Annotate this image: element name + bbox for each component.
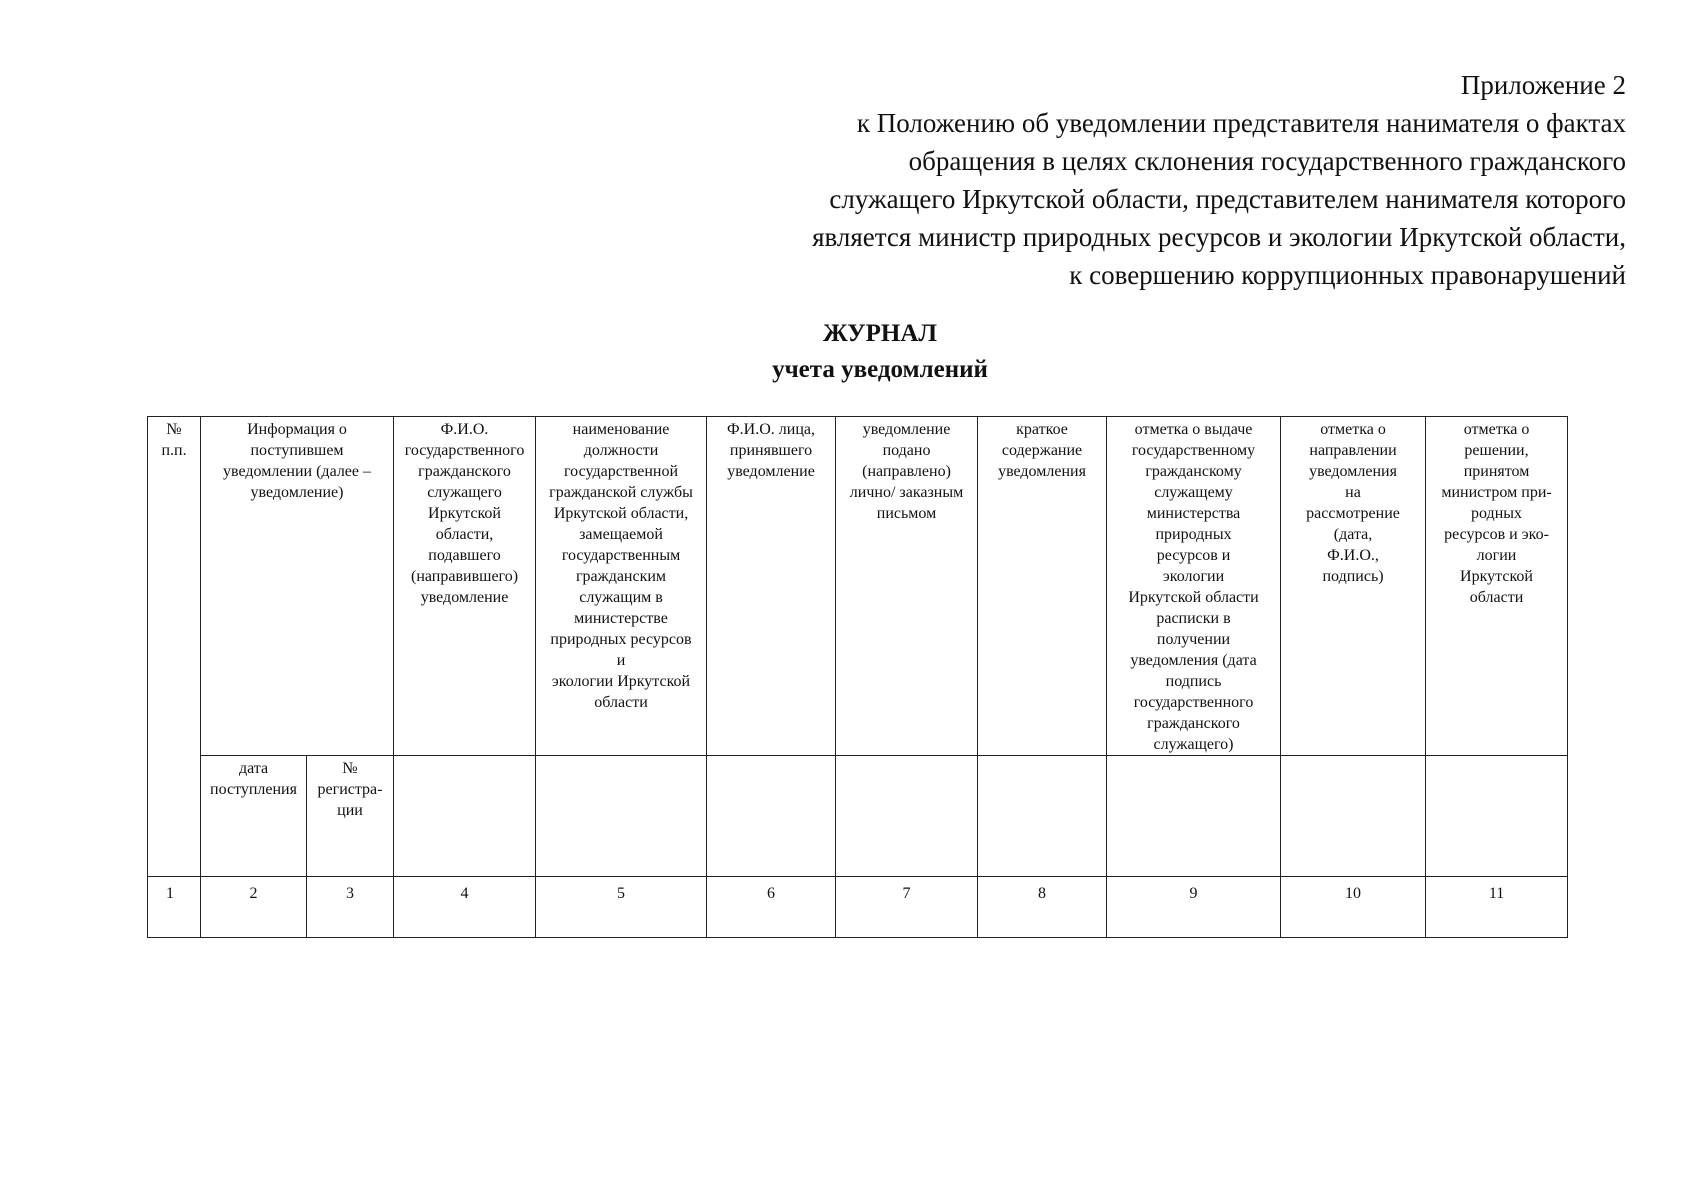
table-subheader-row <box>148 756 1568 877</box>
column-number-cell: 7 <box>836 877 978 938</box>
document-subtitle: учета уведомлений <box>772 356 988 383</box>
appendix-header <box>726 66 1626 294</box>
column-number-cell: 10 <box>1281 877 1426 938</box>
subheader-cell-date: дата поступления <box>201 756 307 877</box>
empty-cell <box>836 756 978 877</box>
header-cell-number: № п.п. <box>148 417 201 877</box>
appendix-line: Приложение 2 <box>1460 70 1626 100</box>
document-title: ЖУРНАЛ <box>822 320 938 347</box>
column-number-cell: 9 <box>1107 877 1281 938</box>
column-number-cell: 11 <box>1426 877 1568 938</box>
header-cell-fio-receiver: Ф.И.О. лица, принявшего уведомление <box>707 417 836 756</box>
empty-cell <box>707 756 836 877</box>
header-cell-referral-mark: отметка о направлении уведомления на рассмотрение (дата, Ф.И.О., подпись) <box>1281 417 1426 756</box>
header-cell-summary: краткое содержание уведомления <box>978 417 1107 756</box>
empty-cell <box>978 756 1107 877</box>
header-cell-fio-employee: Ф.И.О. государственного гражданского служащего Иркутской области, подавшего (направившего) уведомление <box>394 417 536 756</box>
column-number-cell: 8 <box>978 877 1107 938</box>
appendix-line: обращения в целях склонения государственного гражданского <box>908 146 1626 176</box>
journal-table <box>147 416 1568 938</box>
header-cell-decision-mark: отметка о решении, принятом министром при- родных ресурсов и эко- логии Иркутской области <box>1426 417 1568 756</box>
subheader-cell-registration: № регистра- ции <box>307 756 394 877</box>
column-number-cell: 4 <box>394 877 536 938</box>
header-cell-info: Информация о поступившем уведомлении (далее – уведомление) <box>201 417 394 756</box>
table-header-row <box>148 417 1568 756</box>
header-cell-submission-method: уведомление подано (направлено) лично/ заказным письмом <box>836 417 978 756</box>
header-cell-position: наименование должности государственной гражданской службы Иркутской области, замещаемой государственным гражданским служащим в министерстве природных ресурсов и экологии Иркутской области <box>536 417 707 756</box>
empty-cell <box>536 756 707 877</box>
column-number-cell: 5 <box>536 877 707 938</box>
header-cell-receipt-mark: отметка о выдаче государственному гражданскому служащему министерства природных ресурсов и экологии Иркутской области расписки в получении уведомления (дата подпись государственного гражданского служащего) <box>1107 417 1281 756</box>
column-number-row <box>148 877 1568 938</box>
column-number-cell: 6 <box>707 877 836 938</box>
appendix-line: является министр природных ресурсов и экологии Иркутской области, <box>812 222 1626 252</box>
appendix-line: к Положению об уведомлении представителя нанимателя о фактах <box>856 108 1626 138</box>
appendix-line: к совершению коррупционных правонарушений <box>1069 260 1626 290</box>
empty-cell <box>1107 756 1281 877</box>
column-number-cell: 2 <box>201 877 307 938</box>
column-number-cell: 1 <box>148 877 201 938</box>
appendix-line: служащего Иркутской области, представителем нанимателя которого <box>829 184 1626 214</box>
empty-cell <box>394 756 536 877</box>
column-number-cell: 3 <box>307 877 394 938</box>
empty-cell <box>1281 756 1426 877</box>
empty-cell <box>1426 756 1568 877</box>
